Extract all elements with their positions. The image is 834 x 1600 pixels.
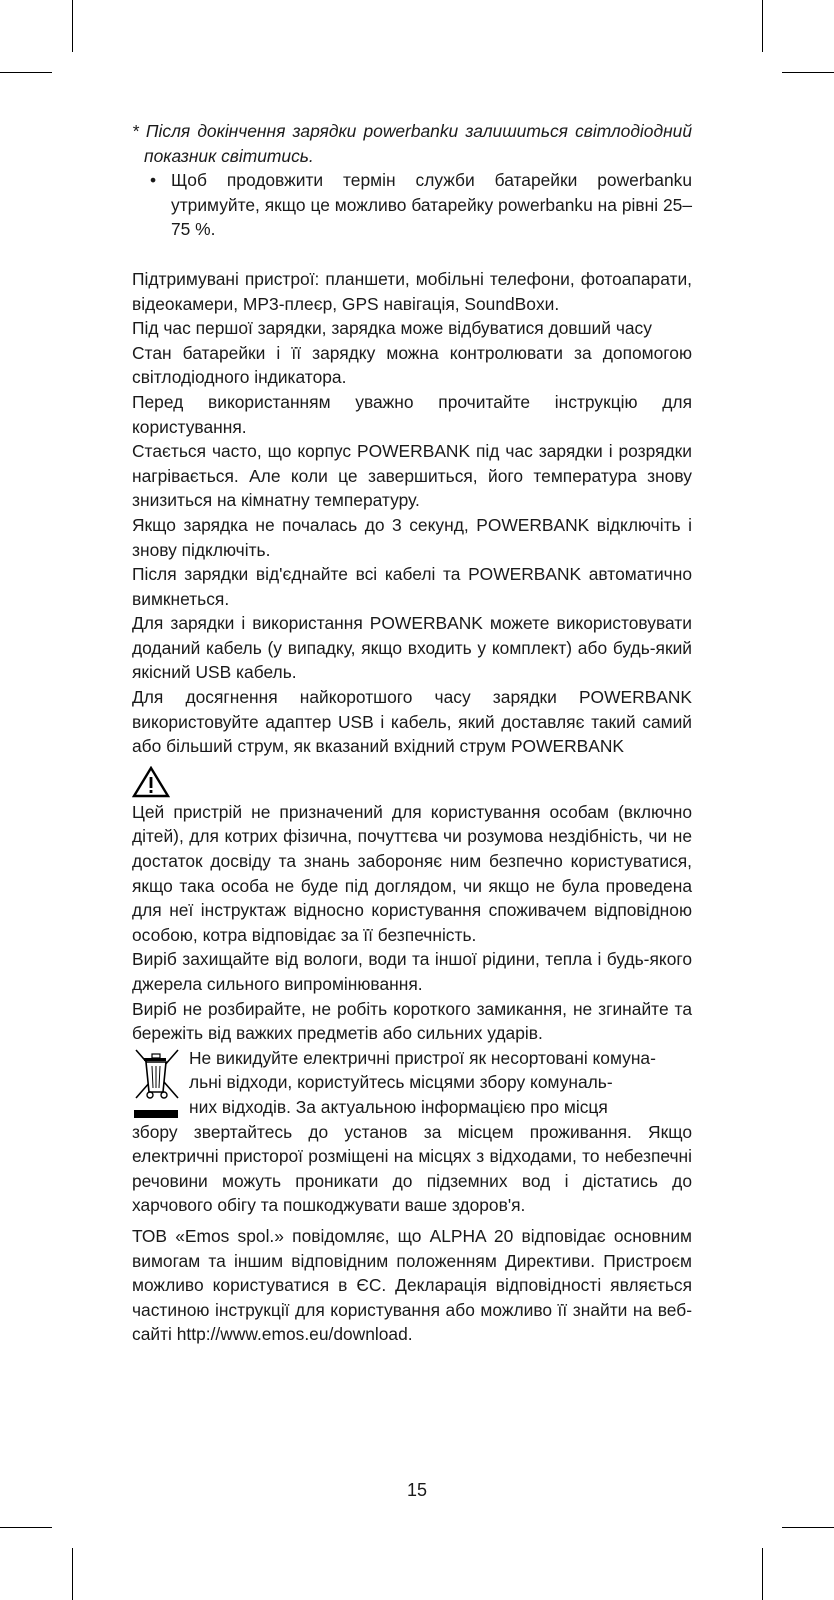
weee-line-1: Не викидуйте електричні пристрої як несортовані комуна-: [189, 1047, 656, 1068]
crop-mark-bottom-right-vertical: [762, 1548, 763, 1600]
paragraph-auto-off: Після зарядки від'єднайте всі кабелі та POWERBANK автоматично вимкнеться.: [132, 564, 692, 609]
warning-paragraph-moisture: Виріб захищайте від вологи, води та іншої рідини, тепла і будь-якого джерела сильного випромінювання.: [132, 949, 692, 994]
weee-rest: збору звертайтесь до установ за місцем проживання. Якщо електричні присторої розміщені на місцях з відходами, то небезпечні речовини можуть проникати до підземних вод і дістатись до харчового обігу та пошкоджувати ваше здоров'я.: [132, 1121, 692, 1216]
warning-paragraph-persons: Цей пристрій не призначений для користування особам (включно дітей), для котрих фізична, почуттєва чи розумова нездібність, чи не достаток досвіду та знань забороняє ним безпечно користуватися, якщо така особа не буде під доглядом, чи якщо не була проведена для неї інструктаж відносно користування споживачем відповідною особою, котра відповідає за її безпечність.: [132, 801, 692, 945]
paragraph-adapter: Для досягнення найкоротшого часу зарядки POWERBANK використовуйте адаптер USB і кабель, який доставляє такий самий або більший струм, як вказаний вхідний струм POWERBANK: [132, 687, 692, 757]
paragraph-battery-status: Стан батарейки і її зарядку можна контролювати за допомогою світлодіодного індикатора.: [132, 342, 692, 388]
crossed-bin-icon: [132, 1048, 182, 1120]
bullet-item: [132, 168, 692, 242]
weee-line-2: льні відходи, користуйтесь місцями збору комуналь-: [189, 1072, 613, 1093]
charging-note: * Після докінчення зарядки powerbanku залишиться світлодіодний показник світитись.: [132, 121, 692, 166]
paragraph-reconnect: Якщо зарядка не почалась до 3 секунд, POWERBANK відключіть і знову підключіть.: [132, 514, 692, 560]
paragraph-cable: Для зарядки і використання POWERBANK можете використовувати доданий кабель (у випадку, якщо входить у комплект) або будь-який якісний USB кабель.: [132, 613, 692, 683]
declaration-paragraph: ТОВ «Emos spol.» повідомляє, що ALPHA 20 відповідає основним вимогам та іншим відповідним положенням Директиви. Пристроєм можливо користуватися в ЄС. Декларація відповідності являється частиною інструкції для користування або можливо її знайти на веб-сайті http://www.emos.eu/download.: [132, 1225, 692, 1345]
weee-line-3: них відходів. За актуальною інформацією про місця: [189, 1096, 608, 1117]
crop-mark-top-right-vertical: [762, 0, 763, 52]
crop-mark-top-left-vertical: [72, 0, 73, 52]
paragraph-first-charge: Під час першої зарядки, зарядка може відбуватися довший часу: [132, 318, 652, 339]
crop-mark-bottom-left-horizontal: [0, 1527, 52, 1528]
page-content: [132, 119, 692, 1347]
crop-mark-bottom-left-vertical: [72, 1548, 73, 1600]
paragraph-read-instructions: Перед використанням уважно прочитайте інструкцію для користування.: [132, 391, 692, 437]
crop-mark-bottom-right-horizontal: [782, 1527, 834, 1528]
weee-section: [132, 1046, 692, 1218]
crop-mark-top-right-horizontal: [782, 72, 834, 73]
paragraph-heating: Стається часто, що корпус POWERBANK під час зарядки і розрядки нагрівається. Але коли це завершиться, його температура знову знизиться на кімнатну температуру.: [132, 441, 692, 511]
crop-mark-top-left-horizontal: [0, 72, 52, 73]
bullet-text: Щоб продовжити термін служби батарейки powerbanku утримуйте, якщо це можливо батарейку powerbanku на рівні 25–75 %.: [171, 170, 692, 240]
page-number: 15: [406, 1480, 428, 1500]
warning-triangle-icon: [132, 766, 170, 798]
warning-paragraph-disassembly: Виріб не розбирайте, не робіть короткого замикання, не згинайте та бережіть від важких предметів або сильних ударів.: [132, 998, 692, 1044]
paragraph-supported-devices: Підтримувані пристрої: планшети, мобільні телефони, фотоапарати, відеокамери, MP3-плеєр, GPS навігація, SoundBoxи.: [132, 268, 692, 314]
bullet-symbol: •: [150, 170, 157, 191]
